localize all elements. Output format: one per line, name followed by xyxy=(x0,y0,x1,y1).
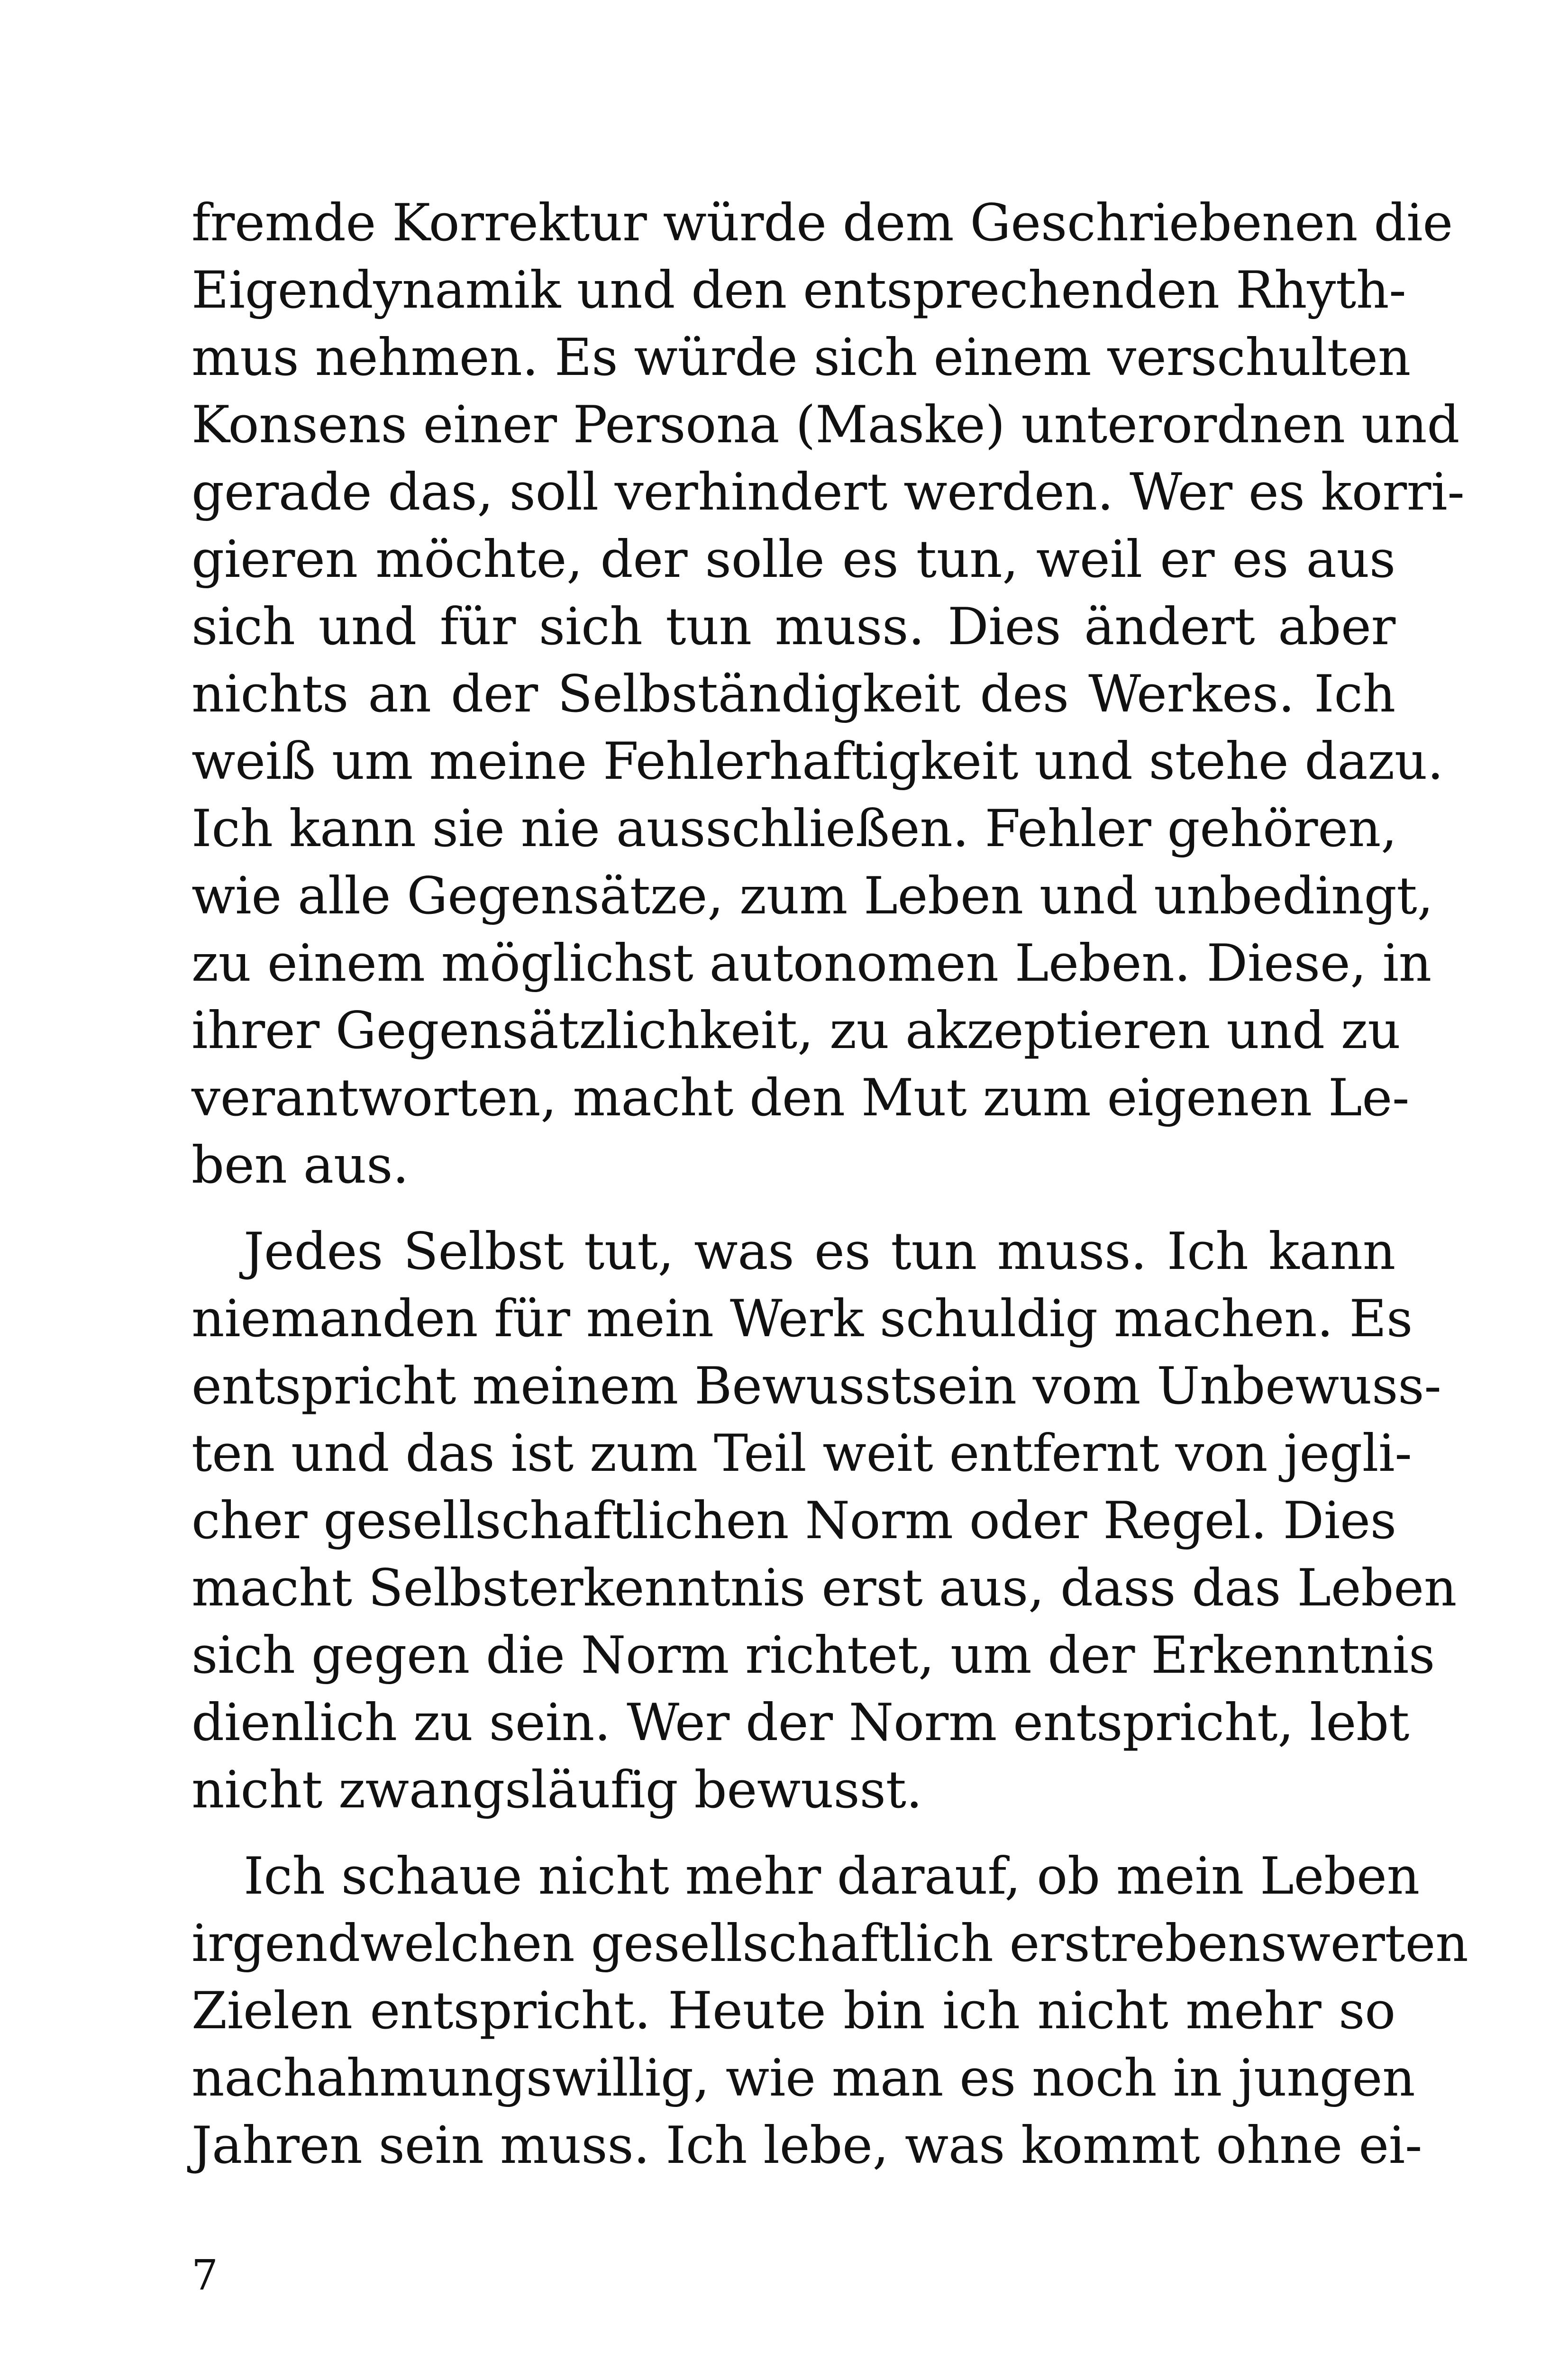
text-line: ihrer Gegensätzlichkeit, zu akzeptieren und zu xyxy=(191,1001,1401,1060)
paragraph-1 xyxy=(191,190,1465,1199)
text-line: wie alle Gegensätze, zum Leben und unbedingt, xyxy=(191,866,1433,926)
text-line: zu einem möglichst autonomen Leben. Diese, in xyxy=(191,934,1431,993)
text-line: Jedes Selbst tut, was es tun muss. Ich kann xyxy=(244,1222,1395,1281)
body-text xyxy=(191,190,1468,2198)
text-line: weiß um meine Fehlerhaftigkeit und stehe dazu. xyxy=(191,732,1444,791)
text-line: Eigendynamik und den entsprechenden Rhyth- xyxy=(191,261,1406,320)
paragraph-3 xyxy=(191,1843,1468,2179)
text-line: gerade das, soll verhindert werden. Wer es korri- xyxy=(191,463,1465,522)
text-line: gieren möchte, der solle es tun, weil er es aus xyxy=(191,530,1395,589)
paragraph-2 xyxy=(191,1218,1457,1824)
text-line: entspricht meinem Bewusstsein vom Unbewuss- xyxy=(191,1357,1441,1416)
text-line: Jahren sein muss. Ich lebe, was kommt ohne ei- xyxy=(191,2116,1422,2175)
text-line: Ich kann sie nie ausschließen. Fehler gehören, xyxy=(191,799,1397,858)
text-line: fremde Korrektur würde dem Geschriebenen die xyxy=(191,193,1453,253)
text-line: ten und das ist zum Teil weit entfernt von jegli- xyxy=(191,1424,1412,1483)
text-line: dienlich zu sein. Wer der Norm entspricht, lebt xyxy=(191,1693,1410,1752)
text-line: niemanden für mein Werk schuldig machen. Es xyxy=(191,1289,1413,1349)
text-line: sich und für sich tun muss. Dies ändert aber xyxy=(191,597,1395,656)
text-line: Konsens einer Persona (Maske) unterordnen und xyxy=(191,395,1460,455)
page-number: 7 xyxy=(191,2251,218,2299)
text-line: Ich schaue nicht mehr darauf, ob mein Leben xyxy=(244,1847,1420,1906)
text-line: macht Selbsterkenntnis erst aus, dass das Leben xyxy=(191,1559,1457,1618)
text-line: nicht zwangsläufig bewusst. xyxy=(191,1760,922,1820)
text-line: mus nehmen. Es würde sich einem verschulten xyxy=(191,328,1411,387)
text-line: verantworten, macht den Mut zum eigenen Le- xyxy=(191,1068,1410,1128)
text-line: sich gegen die Norm richtet, um der Erkenntnis xyxy=(191,1626,1435,1685)
text-line: Zielen entspricht. Heute bin ich nicht mehr so xyxy=(191,1981,1395,2041)
text-line: cher gesellschaftlichen Norm oder Regel. Dies xyxy=(191,1491,1396,1550)
text-line: nichts an der Selbständigkeit des Werkes. Ich xyxy=(191,665,1395,724)
text-line: ben aus. xyxy=(191,1136,409,1195)
text-line: irgendwelchen gesellschaftlich erstrebenswerten xyxy=(191,1914,1468,1973)
text-line: nachahmungswillig, wie man es noch in jungen xyxy=(191,2049,1415,2108)
